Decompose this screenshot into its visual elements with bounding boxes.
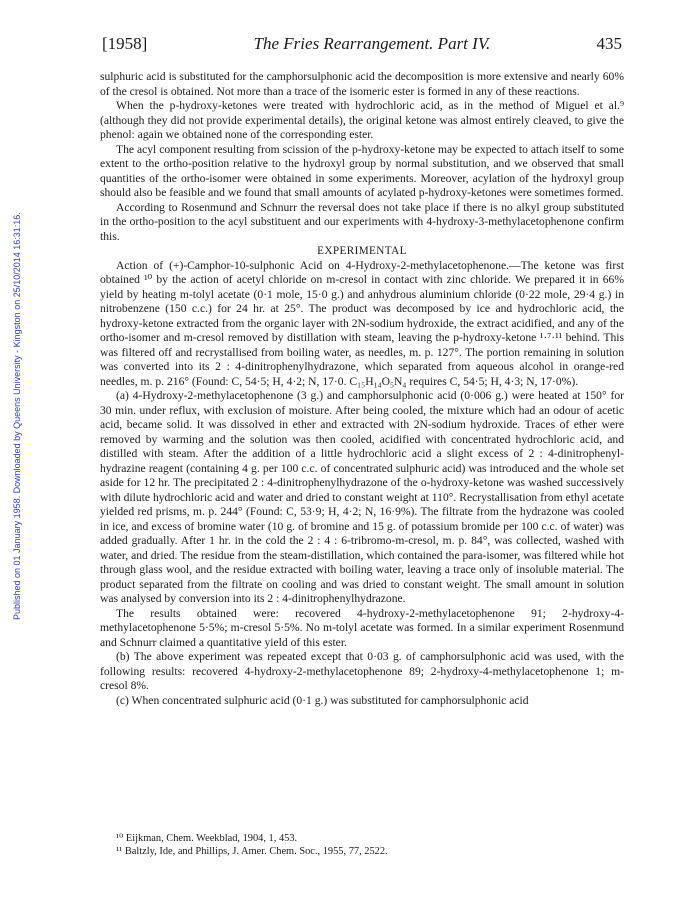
paragraph-results: The results obtained were: recovered 4-hydroxy-2-methylacetophenone 91; 2-hydroxy-4-methylacetophenone 5·5%; m-cresol 5·5%. No m-tolyl acetate was formed. In a similar experiment Rosenmund and Schnurr claimed a quantitative yield of this ester.	[100, 606, 624, 649]
paragraph-4: According to Rosenmund and Schnurr the reversal does not take place if there is no alkyl group substituted in the ortho-position to the acyl substituent and our experiments with 4-hydroxy-3-methylacetophenone confirm this.	[100, 200, 624, 243]
footnote-10: ¹⁰ Eijkman, Chem. Weekblad, 1904, 1, 453.	[116, 833, 298, 844]
paragraph-1: sulphuric acid is substituted for the camphorsulphonic acid the decomposition is more extensive and nearly 60% of the cresol is obtained. Not more than a trace of the isomeric ester is formed in any of these reactions.	[100, 70, 624, 98]
paragraph-experiment-a: (a) 4-Hydroxy-2-methylacetophenone (3 g.) and camphorsulphonic acid (0·006 g.) were heated at 150° for 30 min. under reflux, with exclusion of moisture. After being cooled, the mixture which had an odour of acetic acid, became solid. It was dissolved in ether and extracted with 2N-sodium hydroxide. Traces of ether were removed by warming and the solution was then cooled, acidified with concentrated hydrochloric acid, and distilled with steam. After the addition of a little hydrochloric acid a slight excess of 2 : 4-dinitrophenyl-hydrazine reagent (containing 4 g. per 100 c.c. of concentrated sulphuric acid) was introduced and the whole set aside for 12 hr. The precipitated 2 : 4-dinitrophenylhydrazone of the o-hydroxy-ketone was washed successively with dilute hydrochloric acid and water and dried to constant weight at 110°. Recrystallisation from ethyl acetate yielded red prisms, m. p. 244° (Found: C, 53·9; H, 4·2; N, 16·9%). The filtrate from the hydrazone was cooled in ice, and excess of bromine water (10 g. of bromine and 15 g. of potassium bromide per 100 c.c. of water) was added gradually. After 1 hr. in the cold the 2 : 4 : 6-tribromo-m-cresol, m. p. 84°, was collected, washed with water, and dried. The residue from the steam-distillation, which contained the para-isomer, was filtered while hot through glass wool, and the residue extracted with boiling water, leaving a trace only of insoluble material. The product separated from the filtrate on cooling and was dried to constant weight. The small amount in solution was analysed by conversion into its 2 : 4-dinitrophenylhydrazone.	[100, 389, 624, 605]
header-title: The Fries Rearrangement. Part IV.	[253, 34, 491, 53]
header-page-number: 435	[596, 34, 622, 53]
paragraph-2: When the p-hydroxy-ketones were treated with hydrochloric acid, as in the method of Miguel et al.⁹ (although they did not provide experimental details), the original ketone was almost entirely cleaved, to give the phenol: again we obtained none of the corresponding ester.	[100, 99, 624, 141]
paragraph-3: The acyl component resulting from scission of the p-hydroxy-ketone may be expected to attach itself to some extent to the ortho-position relative to the hydroxyl group by normal substitution, and we observed that small quantities of the ortho-isomer were obtained in some experiments. Moreover, acylation of the hydroxyl group should also be feasible and we found that small amounts of acylated p-hydroxy-ketones were sometimes formed.	[100, 142, 624, 199]
article-body	[100, 70, 624, 708]
paragraph-experimental-intro: Action of (+)-Camphor-10-sulphonic Acid on 4-Hydroxy-2-methylacetophenone.—The ketone was first obtained ¹⁰ by the action of acetyl chloride on m-cresol in contact with zinc chloride. We prepared it in 66% yield by heating m-tolyl acetate (0·1 mole, 15·0 g.) and anhydrous aluminium chloride (0·22 mole, 29·4 g.) in nitrobenzene (150 c.c.) for 24 hr. at 25°. The product was decomposed by ice and hydrochloric acid, the hydroxy-ketone extracted from the organic layer with 2N-sodium hydroxide, the extract acidified, and any of the ortho-isomer and m-cresol removed by distillation with steam, leaving the p-hydroxy-ketone ¹·⁷·¹¹ behind. This was filtered off and recrystallised from boiling water, as needles, m. p. 127°. The portion remaining in solution was converted into its 2 : 4-dinitrophenylhydrazone, which separated from aqueous alcohol in orange-red needles, m. p. 216° (Found: C, 54·5; H, 4·2; N, 17·0. C₁₅H₁₄O₅N₄ requires C, 54·5; H, 4·3; N, 17·0%).	[100, 258, 624, 388]
paragraph-experiment-b: (b) The above experiment was repeated except that 0·03 g. of camphorsulphonic acid was used, with the following results: recovered 4-hydroxy-2-methylacetophenone 89; 2-hydroxy-4-methylacetophenone 1; m-cresol 8%.	[100, 650, 624, 692]
footnote-11: ¹¹ Baltzly, Ide, and Phillips, J. Amer. Chem. Soc., 1955, 77, 2522.	[116, 846, 388, 857]
paragraph-experiment-c: (c) When concentrated sulphuric acid (0·1 g.) was substituted for camphorsulphonic acid	[116, 693, 529, 707]
footnotes	[100, 832, 624, 858]
publication-sidebar	[2, 60, 22, 660]
publication-notice-link[interactable]: Published on 01 January 1958. Downloaded by Queens University - Kingston on 25/10/2014 16:31:16.	[12, 212, 22, 620]
section-heading-experimental: EXPERIMENTAL	[317, 245, 407, 257]
header-year: [1958]	[102, 34, 148, 53]
page-header	[102, 34, 622, 62]
